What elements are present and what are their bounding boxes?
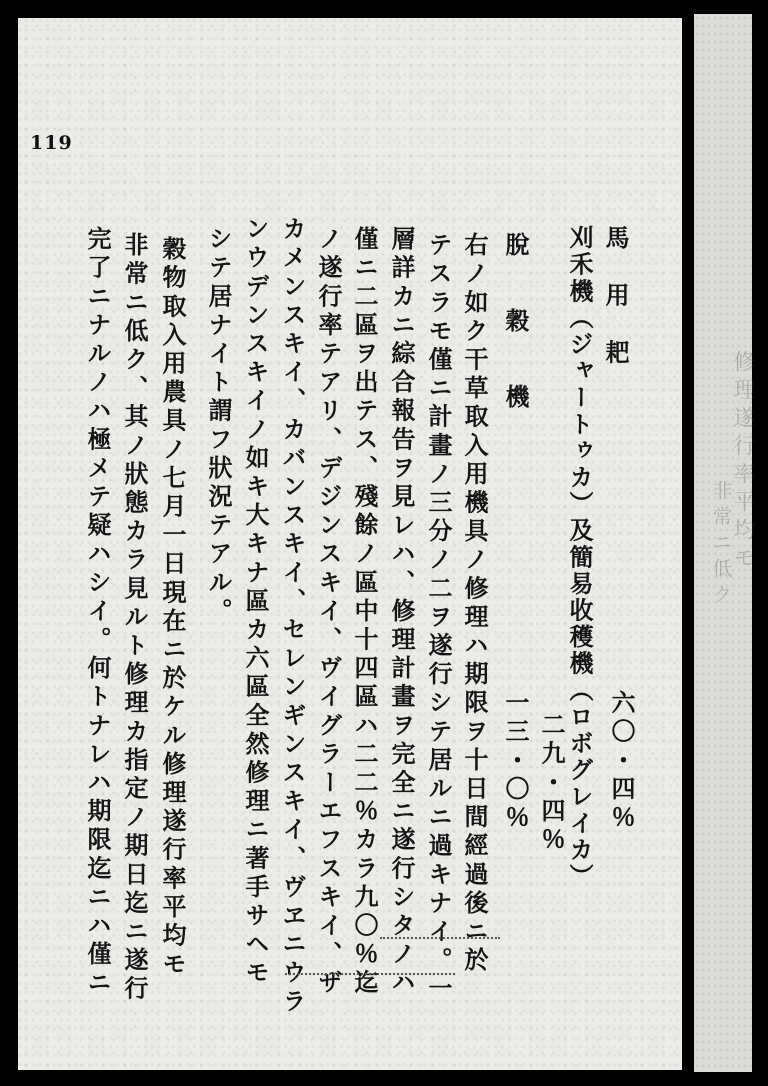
- heading-bayo: 馬 用 耙: [601, 225, 630, 368]
- body-line: 非常ニ低ク、其ノ狀態カラ見ルト修理カ指定ノ期日迄ニ遂行: [120, 232, 149, 1005]
- heading-karikomi: 刈禾機（ジャートゥカ）及簡易收穫機（ロボグレイカ）: [565, 225, 594, 890]
- dotted-rule: [380, 937, 500, 939]
- body-line: 完了ニナルノハ極メテ疑ハシイ。何トナレハ期限迄ニハ僅ニ: [83, 226, 112, 999]
- body-line: シテ居ナイト謂フ狀況テアル。: [204, 226, 233, 627]
- value-ni: 二九・四％: [537, 712, 566, 855]
- bleed-through-text: 非常ニ低ク: [709, 480, 733, 610]
- bleed-through-text: 修理遂行率平均モ: [730, 350, 755, 574]
- body-line: 穀物取入用農具ノ七月一日現在ニ於ケル修理遂行率平均モ: [158, 236, 187, 980]
- body-line: 層詳カニ綜合報告ヲ見レハ、修理計畫ヲ完全ニ遂行シタノハ: [387, 226, 416, 999]
- value-karikomi: 六〇・四％: [607, 690, 636, 833]
- body-line: 僅ニ二區ヲ出テス、殘餘ノ區中十四區ハ二二％カラ九〇％迄: [350, 226, 379, 999]
- body-line: カメンスキイ、カバンスキイ、セレンギンスキイ、ヴヱニウラ: [278, 216, 307, 1017]
- value-dakoku: 一三・〇％: [501, 690, 530, 833]
- heading-dakoku: 脫 穀 機: [501, 232, 530, 422]
- body-line: テスラモ僅ニ計畫ノ三分ノ二ヲ遂行シテ居ルニ過キナイ。一: [424, 232, 453, 1005]
- dotted-rule: [285, 973, 455, 975]
- body-line: ンウデンスキイノ如キ大キナ區カ六區全然修理ニ著手サヘモ: [241, 216, 270, 989]
- body-line: ノ遂行率テアリ、デジンスキイ、ヴイグラーエフスキイ、ザ: [314, 226, 343, 999]
- body-line: 右ノ如ク干草取入用機具ノ修理ハ期限ヲ十日間經過後ニ於: [460, 232, 489, 976]
- page-number: 119: [30, 132, 73, 154]
